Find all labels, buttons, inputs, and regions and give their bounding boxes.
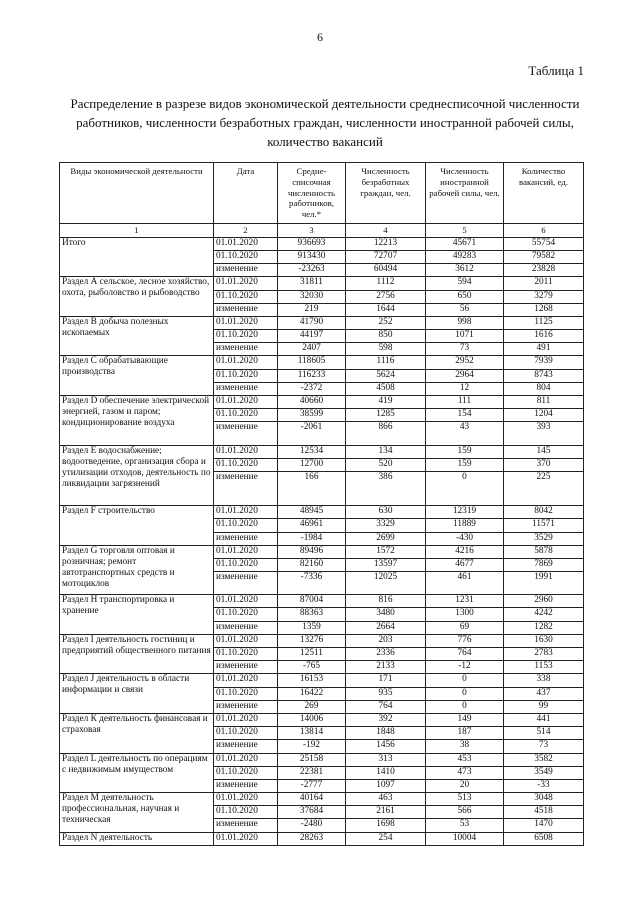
foreign-workers-cell: 1231 (426, 595, 504, 608)
page-number: 6 (317, 30, 323, 44)
vacancies-cell: 1630 (504, 634, 584, 647)
unemployed-cell: 866 (346, 422, 426, 445)
avg-employees-cell: 936693 (278, 237, 346, 250)
date-cell: изменение (214, 572, 278, 595)
avg-employees-cell: 913430 (278, 250, 346, 263)
avg-employees-cell: 37684 (278, 806, 346, 819)
foreign-workers-cell: 12 (426, 382, 504, 395)
avg-employees-cell: 46961 (278, 519, 346, 532)
vacancies-cell: 811 (504, 396, 584, 409)
table-row (60, 277, 584, 290)
avg-employees-cell: 118605 (278, 356, 346, 369)
avg-employees-cell: -23263 (278, 264, 346, 277)
unemployed-cell: 1285 (346, 409, 426, 422)
vacancies-cell: 79582 (504, 250, 584, 263)
date-cell: 01.01.2020 (214, 634, 278, 647)
vacancies-cell: 3529 (504, 532, 584, 545)
activity-name: Раздел J деятельность в области информации и связи (60, 674, 214, 714)
avg-employees-cell: -1984 (278, 532, 346, 545)
activity-name: Раздел М деятельность профессиональная, научная и техническая (60, 793, 214, 833)
unemployed-cell: 12025 (346, 572, 426, 595)
date-cell: изменение (214, 779, 278, 792)
column-number: 6 (504, 223, 584, 237)
activity-name: Раздел С обрабатывающие производства (60, 356, 214, 396)
date-cell: 01.10.2020 (214, 806, 278, 819)
vacancies-cell: 73 (504, 740, 584, 753)
foreign-workers-cell: 998 (426, 316, 504, 329)
avg-employees-cell: 269 (278, 700, 346, 713)
avg-employees-cell: 44197 (278, 330, 346, 343)
unemployed-cell: 2161 (346, 806, 426, 819)
header-avg-employees: Средне-списочная численность работников, чел.* (278, 163, 346, 224)
avg-employees-cell: 32030 (278, 290, 346, 303)
unemployed-cell: 134 (346, 445, 426, 458)
vacancies-cell: 4242 (504, 608, 584, 621)
date-cell: изменение (214, 303, 278, 316)
unemployed-cell: 2664 (346, 621, 426, 634)
avg-employees-cell: -2372 (278, 382, 346, 395)
column-number: 3 (278, 223, 346, 237)
avg-employees-cell: 16422 (278, 687, 346, 700)
foreign-workers-cell: 159 (426, 458, 504, 471)
date-cell: 01.01.2020 (214, 506, 278, 519)
avg-employees-cell: 82160 (278, 558, 346, 571)
header-unemployed: Численность безработных граждан, чел. (346, 163, 426, 224)
foreign-workers-cell: 111 (426, 396, 504, 409)
foreign-workers-cell: 0 (426, 700, 504, 713)
vacancies-cell: 393 (504, 422, 584, 445)
foreign-workers-cell: 776 (426, 634, 504, 647)
vacancies-cell: 55754 (504, 237, 584, 250)
vacancies-cell: 2011 (504, 277, 584, 290)
table-row (60, 237, 584, 250)
header-row (60, 163, 584, 224)
foreign-workers-cell: 187 (426, 727, 504, 740)
foreign-workers-cell: 473 (426, 766, 504, 779)
unemployed-cell: 13597 (346, 558, 426, 571)
unemployed-cell: 392 (346, 713, 426, 726)
unemployed-cell: 520 (346, 458, 426, 471)
foreign-workers-cell: 461 (426, 572, 504, 595)
vacancies-cell: 8743 (504, 369, 584, 382)
date-cell: 01.10.2020 (214, 250, 278, 263)
avg-employees-cell: -192 (278, 740, 346, 753)
foreign-workers-cell: 45671 (426, 237, 504, 250)
vacancies-cell: 1125 (504, 316, 584, 329)
table-body (60, 237, 584, 845)
vacancies-cell: 3549 (504, 766, 584, 779)
table-row (60, 753, 584, 766)
activity-name: Раздел А сельское, лесное хозяйство, охота, рыболовство и рыбоводство (60, 277, 214, 317)
unemployed-cell: 203 (346, 634, 426, 647)
date-cell: 01.10.2020 (214, 409, 278, 422)
date-cell: 01.01.2020 (214, 595, 278, 608)
unemployed-cell: 171 (346, 674, 426, 687)
vacancies-cell: 1153 (504, 661, 584, 674)
foreign-workers-cell: 650 (426, 290, 504, 303)
avg-employees-cell: 89496 (278, 545, 346, 558)
foreign-workers-cell: 149 (426, 713, 504, 726)
avg-employees-cell: 16153 (278, 674, 346, 687)
unemployed-cell: 72707 (346, 250, 426, 263)
activity-name: Раздел N деятельность (60, 832, 214, 845)
vacancies-cell: 7869 (504, 558, 584, 571)
unemployed-cell: 850 (346, 330, 426, 343)
activity-name: Раздел I деятельность гостиниц и предприятий общественного питания (60, 634, 214, 674)
foreign-workers-cell: 12319 (426, 506, 504, 519)
unemployed-cell: 1644 (346, 303, 426, 316)
avg-employees-cell: 166 (278, 471, 346, 505)
column-number: 5 (426, 223, 504, 237)
vacancies-cell: 1204 (504, 409, 584, 422)
date-cell: 01.10.2020 (214, 687, 278, 700)
date-cell: изменение (214, 422, 278, 445)
table-row (60, 793, 584, 806)
foreign-workers-cell: 1300 (426, 608, 504, 621)
date-cell: изменение (214, 471, 278, 505)
vacancies-cell: 2960 (504, 595, 584, 608)
date-cell: 01.01.2020 (214, 713, 278, 726)
document-title: Распределение в разрезе видов экономической деятельности среднесписочной численности работников, численности безработных граждан, численности иностранной рабочей силы, количество вакансий (70, 96, 580, 149)
date-cell: 01.10.2020 (214, 330, 278, 343)
date-cell: изменение (214, 740, 278, 753)
foreign-workers-cell: 159 (426, 445, 504, 458)
foreign-workers-cell: 49283 (426, 250, 504, 263)
date-cell: 01.01.2020 (214, 237, 278, 250)
foreign-workers-cell: -12 (426, 661, 504, 674)
header-date: Дата (214, 163, 278, 224)
unemployed-cell: 1410 (346, 766, 426, 779)
date-cell: 01.01.2020 (214, 445, 278, 458)
unemployed-cell: 1097 (346, 779, 426, 792)
vacancies-cell: 3582 (504, 753, 584, 766)
foreign-workers-cell: 513 (426, 793, 504, 806)
date-cell: изменение (214, 661, 278, 674)
unemployed-cell: 1116 (346, 356, 426, 369)
unemployed-cell: 2699 (346, 532, 426, 545)
foreign-workers-cell: 0 (426, 674, 504, 687)
date-cell: 01.01.2020 (214, 277, 278, 290)
unemployed-cell: 1456 (346, 740, 426, 753)
avg-employees-cell: 87004 (278, 595, 346, 608)
avg-employees-cell: 88363 (278, 608, 346, 621)
table-row (60, 506, 584, 519)
activity-name: Итого (60, 237, 214, 277)
foreign-workers-cell: 73 (426, 343, 504, 356)
avg-employees-cell: 48945 (278, 506, 346, 519)
avg-employees-cell: 116233 (278, 369, 346, 382)
foreign-workers-cell: 43 (426, 422, 504, 445)
foreign-workers-cell: 4677 (426, 558, 504, 571)
date-cell: 01.10.2020 (214, 290, 278, 303)
foreign-workers-cell: 453 (426, 753, 504, 766)
unemployed-cell: 2336 (346, 648, 426, 661)
unemployed-cell: 60494 (346, 264, 426, 277)
avg-employees-cell: -765 (278, 661, 346, 674)
foreign-workers-cell: 0 (426, 471, 504, 505)
avg-employees-cell: 2407 (278, 343, 346, 356)
date-cell: 01.01.2020 (214, 356, 278, 369)
table-row (60, 545, 584, 558)
avg-employees-cell: -2061 (278, 422, 346, 445)
foreign-workers-cell: -430 (426, 532, 504, 545)
vacancies-cell: 225 (504, 471, 584, 505)
column-number: 2 (214, 223, 278, 237)
header-foreign-workers: Численность иностранной рабочей силы, чел. (426, 163, 504, 224)
foreign-workers-cell: 56 (426, 303, 504, 316)
vacancies-cell: 804 (504, 382, 584, 395)
table-row (60, 634, 584, 647)
vacancies-cell: 1470 (504, 819, 584, 832)
avg-employees-cell: 25158 (278, 753, 346, 766)
vacancies-cell: 99 (504, 700, 584, 713)
foreign-workers-cell: 20 (426, 779, 504, 792)
foreign-workers-cell: 1071 (426, 330, 504, 343)
avg-employees-cell: 28263 (278, 832, 346, 845)
table-row (60, 713, 584, 726)
activity-name: Раздел В добыча полезных ископаемых (60, 316, 214, 356)
date-cell: изменение (214, 621, 278, 634)
activity-name: Раздел F строительство (60, 506, 214, 546)
avg-employees-cell: 1359 (278, 621, 346, 634)
date-cell: 01.10.2020 (214, 648, 278, 661)
vacancies-cell: 491 (504, 343, 584, 356)
vacancies-cell: 6508 (504, 832, 584, 845)
foreign-workers-cell: 10004 (426, 832, 504, 845)
activity-name: Раздел G торговля оптовая и розничная; ремонт автотранспортных средств и мотоциклов (60, 545, 214, 595)
unemployed-cell: 419 (346, 396, 426, 409)
date-cell: 01.10.2020 (214, 558, 278, 571)
unemployed-cell: 1112 (346, 277, 426, 290)
vacancies-cell: 23828 (504, 264, 584, 277)
vacancies-cell: 4518 (504, 806, 584, 819)
foreign-workers-cell: 38 (426, 740, 504, 753)
date-cell: 01.01.2020 (214, 753, 278, 766)
date-cell: изменение (214, 700, 278, 713)
avg-employees-cell: 12700 (278, 458, 346, 471)
unemployed-cell: 764 (346, 700, 426, 713)
vacancies-cell: 1282 (504, 621, 584, 634)
unemployed-cell: 254 (346, 832, 426, 845)
date-cell: 01.10.2020 (214, 458, 278, 471)
vacancies-cell: 370 (504, 458, 584, 471)
avg-employees-cell: 40164 (278, 793, 346, 806)
vacancies-cell: 441 (504, 713, 584, 726)
activity-name: Раздел D обеспечение электрической энергией, газом и паром; кондиционирование воздуха (60, 396, 214, 446)
date-cell: 01.01.2020 (214, 396, 278, 409)
foreign-workers-cell: 0 (426, 687, 504, 700)
date-cell: 01.10.2020 (214, 766, 278, 779)
vacancies-cell: -33 (504, 779, 584, 792)
vacancies-cell: 3279 (504, 290, 584, 303)
foreign-workers-cell: 154 (426, 409, 504, 422)
table-row (60, 445, 584, 458)
vacancies-cell: 8042 (504, 506, 584, 519)
vacancies-cell: 1616 (504, 330, 584, 343)
unemployed-cell: 1698 (346, 819, 426, 832)
avg-employees-cell: 22381 (278, 766, 346, 779)
table-row (60, 316, 584, 329)
avg-employees-cell: 219 (278, 303, 346, 316)
date-cell: 01.01.2020 (214, 793, 278, 806)
activity-name: Раздел Н транспортировка и хранение (60, 595, 214, 635)
unemployed-cell: 935 (346, 687, 426, 700)
vacancies-cell: 7939 (504, 356, 584, 369)
unemployed-cell: 4508 (346, 382, 426, 395)
foreign-workers-cell: 69 (426, 621, 504, 634)
activity-name: Раздел Е водоснабжение; водоотведение, организация сбора и утилизации отходов, деятельность по ликвидации загрязнений (60, 445, 214, 506)
unemployed-cell: 1572 (346, 545, 426, 558)
date-cell: изменение (214, 264, 278, 277)
date-cell: изменение (214, 343, 278, 356)
date-cell: 01.01.2020 (214, 832, 278, 845)
unemployed-cell: 2133 (346, 661, 426, 674)
header-activity: Виды экономической деятельности (60, 163, 214, 224)
avg-employees-cell: -7336 (278, 572, 346, 595)
unemployed-cell: 463 (346, 793, 426, 806)
vacancies-cell: 437 (504, 687, 584, 700)
date-cell: 01.10.2020 (214, 519, 278, 532)
foreign-workers-cell: 2964 (426, 369, 504, 382)
vacancies-cell: 3048 (504, 793, 584, 806)
avg-employees-cell: -2480 (278, 819, 346, 832)
unemployed-cell: 3329 (346, 519, 426, 532)
foreign-workers-cell: 11889 (426, 519, 504, 532)
unemployed-cell: 12213 (346, 237, 426, 250)
date-cell: 01.01.2020 (214, 316, 278, 329)
unemployed-cell: 3480 (346, 608, 426, 621)
date-cell: 01.10.2020 (214, 727, 278, 740)
table-row (60, 832, 584, 845)
table-label: Таблица 1 (528, 63, 584, 78)
foreign-workers-cell: 4216 (426, 545, 504, 558)
unemployed-cell: 2756 (346, 290, 426, 303)
avg-employees-cell: 38599 (278, 409, 346, 422)
table-row (60, 356, 584, 369)
foreign-workers-cell: 2952 (426, 356, 504, 369)
unemployed-cell: 313 (346, 753, 426, 766)
table-row (60, 595, 584, 608)
date-cell: 01.01.2020 (214, 545, 278, 558)
vacancies-cell: 1991 (504, 572, 584, 595)
activity-name: Раздел L деятельность по операциям с недвижимым имуществом (60, 753, 214, 793)
foreign-workers-cell: 594 (426, 277, 504, 290)
date-cell: 01.10.2020 (214, 369, 278, 382)
unemployed-cell: 816 (346, 595, 426, 608)
avg-employees-cell: 12511 (278, 648, 346, 661)
vacancies-cell: 2783 (504, 648, 584, 661)
table-row (60, 674, 584, 687)
avg-employees-cell: 31811 (278, 277, 346, 290)
avg-employees-cell: -2777 (278, 779, 346, 792)
avg-employees-cell: 14006 (278, 713, 346, 726)
foreign-workers-cell: 53 (426, 819, 504, 832)
vacancies-cell: 514 (504, 727, 584, 740)
unemployed-cell: 5624 (346, 369, 426, 382)
table-row (60, 396, 584, 409)
date-cell: изменение (214, 532, 278, 545)
date-cell: 01.10.2020 (214, 608, 278, 621)
avg-employees-cell: 41790 (278, 316, 346, 329)
activity-name: Раздел К деятельность финансовая и страховая (60, 713, 214, 753)
date-cell: 01.01.2020 (214, 674, 278, 687)
vacancies-cell: 5878 (504, 545, 584, 558)
vacancies-cell: 1268 (504, 303, 584, 316)
header-vacancies: Количество вакансий, ед. (504, 163, 584, 224)
foreign-workers-cell: 3612 (426, 264, 504, 277)
column-number: 4 (346, 223, 426, 237)
vacancies-cell: 145 (504, 445, 584, 458)
unemployed-cell: 1848 (346, 727, 426, 740)
avg-employees-cell: 13814 (278, 727, 346, 740)
unemployed-cell: 252 (346, 316, 426, 329)
vacancies-cell: 11571 (504, 519, 584, 532)
unemployed-cell: 630 (346, 506, 426, 519)
date-cell: изменение (214, 819, 278, 832)
foreign-workers-cell: 764 (426, 648, 504, 661)
avg-employees-cell: 40660 (278, 396, 346, 409)
avg-employees-cell: 13276 (278, 634, 346, 647)
column-number-row (60, 223, 584, 237)
unemployed-cell: 598 (346, 343, 426, 356)
foreign-workers-cell: 566 (426, 806, 504, 819)
unemployed-cell: 386 (346, 471, 426, 505)
statistics-table (59, 162, 584, 846)
date-cell: изменение (214, 382, 278, 395)
column-number: 1 (60, 223, 214, 237)
vacancies-cell: 338 (504, 674, 584, 687)
avg-employees-cell: 12534 (278, 445, 346, 458)
